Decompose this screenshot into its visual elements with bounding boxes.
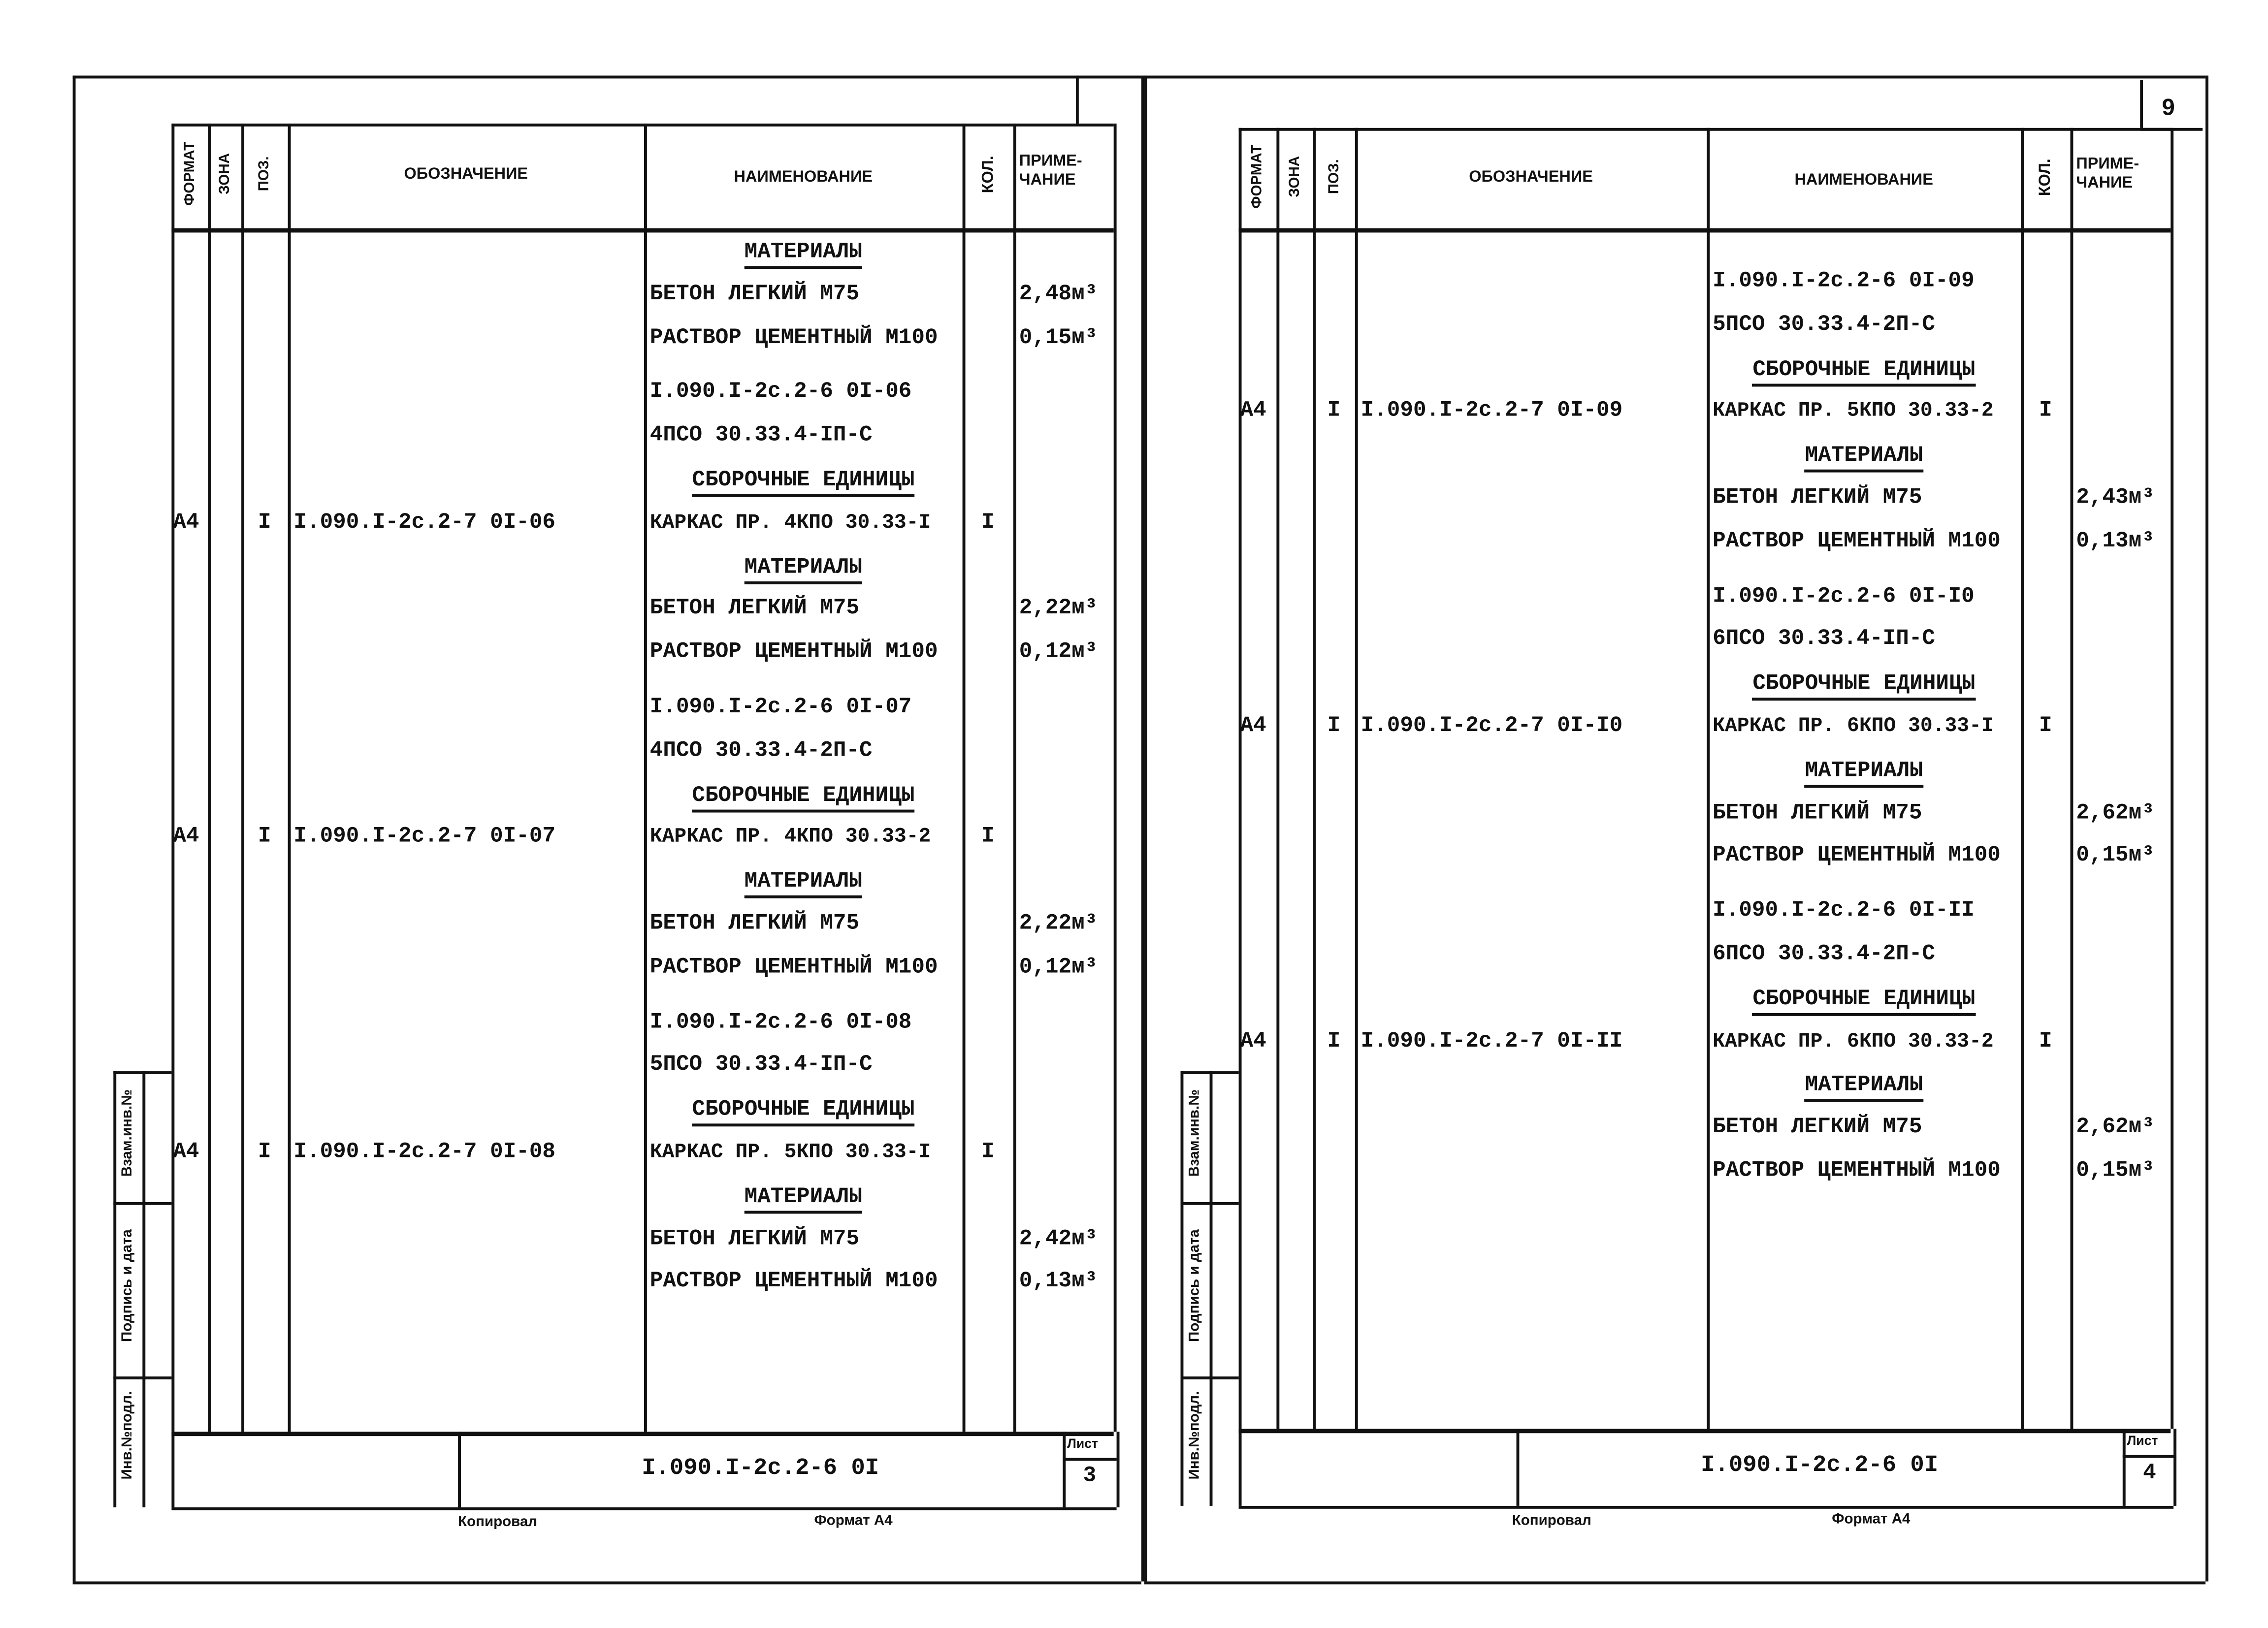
section-heading-row [644,553,963,579]
rule-line [1239,228,2171,233]
rule-line [1076,76,1079,124]
item-note: 2,43м³ [2076,485,2155,511]
item-name: I.090.I-2c.2-6 0I-09 [1713,269,1975,294]
item-name: РАСТВОР ЦЕМЕНТНЫЙ М100 [1713,843,2001,868]
rule-line [2171,128,2173,1429]
item-format: А4 [173,825,199,850]
item-position: I [258,825,271,850]
rule-line [171,228,1113,233]
item-name: I.090.I-2c.2-6 0I-08 [649,1009,912,1035]
header-designation: ОБОЗНАЧЕНИЕ [1469,168,1593,186]
header-format: ФОРМАТ [182,141,198,206]
header-pos: ПОЗ. [257,156,273,192]
item-note: 2,42м³ [1019,1226,1098,1251]
item-note: 2,22м³ [1019,596,1098,621]
section-heading-row [1707,1072,2021,1098]
item-format: А4 [1240,399,1266,424]
item-designation: I.090.I-2c.2-7 0I-II [1361,1028,1623,1053]
copied-label: Копировал [458,1514,538,1531]
item-format: А4 [173,1139,199,1165]
stamp-replace-inv: Взам.инв.№ [1187,1089,1203,1177]
section-heading: СБОРОЧНЫЕ ЕДИНИЦЫ [692,468,914,497]
section-heading: МАТЕРИАЛЫ [745,1184,862,1213]
rule-line [1239,128,1242,1429]
rule-line [1313,128,1316,1429]
rule-line [1239,128,2171,131]
rule-line [73,76,76,1582]
item-name: БЕТОН ЛЕГКИЙ М75 [649,1226,860,1251]
item-name: КАРКАС ПР. 5КПО 30.33-I [649,1141,931,1165]
rule-line [1239,1429,1242,1505]
item-designation: I.090.I-2c.2-7 0I-06 [293,510,555,535]
item-quantity: I [981,1139,995,1165]
section-heading: МАТЕРИАЛЫ [1805,759,1923,788]
rule-line [171,1507,1116,1510]
section-heading-row [1707,985,2021,1011]
sheet-number: 3 [1083,1464,1097,1489]
rule-line [1210,1071,1213,1506]
section-heading-row [644,781,963,807]
rule-line [2123,1455,2176,1458]
format-label: Формат А4 [1832,1511,1911,1528]
item-name: 5ПСО 30.33.4-IП-С [649,1053,873,1078]
rule-line [113,1071,116,1507]
item-note: 0,12м³ [1019,955,1098,980]
item-format: А4 [1240,713,1266,738]
item-position: I [258,1139,271,1165]
item-quantity: I [2039,399,2052,424]
rule-line [1239,1506,2174,1509]
section-heading: СБОРОЧНЫЕ ЕДИНИЦЫ [1752,987,1975,1016]
section-heading: МАТЕРИАЛЫ [745,555,862,584]
rule-line [963,124,966,1432]
item-designation: I.090.I-2c.2-7 0I-08 [293,1139,555,1165]
item-name: РАСТВОР ЦЕМЕНТНЫЙ М100 [649,639,938,665]
item-note: 0,15м³ [1019,325,1098,350]
header-zone: ЗОНА [1287,155,1303,197]
album-page-number: 9 [2162,96,2175,121]
rule-line [73,76,1141,79]
item-note: 0,12м³ [1019,639,1098,665]
item-designation: I.090.I-2c.2-7 0I-07 [293,825,555,850]
item-name: I.090.I-2c.2-6 0I-07 [649,695,912,720]
item-quantity: I [981,825,995,850]
section-heading: СБОРОЧНЫЕ ЕДИНИЦЫ [692,783,914,812]
item-name: 4ПСО 30.33.4-IП-С [649,423,873,448]
header-zone: ЗОНА [216,153,233,194]
section-heading-row [644,238,963,264]
section-heading-row [1707,442,2021,468]
item-note: 0,13м³ [1019,1269,1098,1294]
rule-line [142,1071,145,1507]
item-name: РАСТВОР ЦЕМЕНТНЫЙ М100 [649,325,938,350]
rule-line [644,124,647,1432]
document-code: I.090.I-2c.2-6 0I [1701,1452,1939,1478]
rule-line [1144,1581,2205,1584]
rule-line [2071,128,2074,1429]
rule-line [288,124,291,1432]
section-heading: СБОРОЧНЫЕ ЕДИНИЦЫ [692,1098,914,1127]
item-format: А4 [173,510,199,535]
item-position: I [258,510,271,535]
header-name: НАИМЕНОВАНИЕ [734,168,873,186]
item-format: А4 [1240,1028,1266,1053]
sheet-label: Лист [2127,1433,2158,1448]
item-designation: I.090.I-2c.2-7 0I-09 [1361,399,1623,424]
rule-line [1355,128,1358,1429]
item-name: БЕТОН ЛЕГКИЙ М75 [1713,800,1922,825]
header-qty: КОЛ. [2037,158,2055,195]
document-code: I.090.I-2c.2-6 0I [642,1455,879,1481]
item-note: 2,22м³ [1019,911,1098,936]
section-heading-row [1707,757,2021,783]
section-heading-row [1707,670,2021,697]
header-qty: КОЛ. [979,156,997,193]
rule-line [171,124,1113,127]
rule-line [1144,76,2205,79]
rule-line [1181,1071,1184,1506]
section-heading-row [644,467,963,493]
item-name: КАРКАС ПР. 4КПО 30.33-2 [649,826,931,850]
section-heading: МАТЕРИАЛЫ [745,240,862,269]
header-pos: ПОЗ. [1326,158,1342,193]
rule-line [241,124,244,1432]
sheet-label: Лист [1067,1436,1098,1451]
item-name: КАРКАС ПР. 6КПО 30.33-I [1713,715,1994,738]
rule-line [1114,124,1117,1432]
item-name: БЕТОН ЛЕГКИЙ М75 [649,911,860,936]
item-name: БЕТОН ЛЕГКИЙ М75 [1713,1115,1922,1140]
stamp-inv-orig: Инв.№подл. [120,1391,136,1480]
item-name: РАСТВОР ЦЕМЕНТНЫЙ М100 [649,1269,938,1294]
rule-line [171,1432,174,1507]
item-position: I [1327,1028,1341,1053]
stamp-sign-date: Подпись и дата [120,1229,136,1342]
rule-line [1013,124,1016,1432]
rule-line [2140,80,2143,128]
rule-line [1144,76,1147,1582]
item-designation: I.090.I-2c.2-7 0I-I0 [1361,713,1623,738]
item-quantity: I [2039,713,2052,738]
item-note: 2,48м³ [1019,282,1098,307]
header-name: НАИМЕНОВАНИЕ [1794,170,1933,189]
rule-line [2205,76,2208,1582]
rule-line [1117,1432,1120,1507]
copied-label: Копировал [1512,1513,1591,1530]
item-name: 6ПСО 30.33.4-IП-С [1713,627,1936,652]
stamp-replace-inv: Взам.инв.№ [120,1089,136,1177]
item-note: 0,15м³ [2076,843,2155,868]
item-name: I.090.I-2c.2-6 0I-06 [649,380,912,405]
rule-line [1239,1429,2171,1433]
header-designation: ОБОЗНАЧЕНИЕ [404,165,528,184]
item-name: I.090.I-2c.2-6 0I-I0 [1713,583,1975,608]
header-format: ФОРМАТ [1249,144,1266,208]
item-note: 0,15м³ [2076,1158,2155,1183]
item-position: I [1327,399,1341,424]
rule-line [2021,128,2024,1429]
item-name: 5ПСО 30.33.4-2П-С [1713,312,1936,337]
rule-line [1276,128,1279,1429]
format-label: Формат А4 [814,1513,893,1530]
item-note: 0,13м³ [2076,529,2155,554]
stamp-inv-orig: Инв.№подл. [1187,1391,1203,1480]
item-name: РАСТВОР ЦЕМЕНТНЫЙ М100 [1713,1158,2001,1183]
item-name: БЕТОН ЛЕГКИЙ М75 [649,596,860,621]
item-name: 4ПСО 30.33.4-2П-С [649,738,873,763]
section-heading-row [644,1096,963,1122]
item-note: 2,62м³ [2076,1115,2155,1140]
item-name: 6ПСО 30.33.4-2П-С [1713,942,1936,967]
item-note: 2,62м³ [2076,800,2155,825]
item-name: КАРКАС ПР. 6КПО 30.33-2 [1713,1030,1994,1053]
section-heading: СБОРОЧНЫЕ ЕДИНИЦЫ [1752,357,1975,386]
item-name: РАСТВОР ЦЕМЕНТНЫЙ М100 [1713,529,2001,554]
item-name: РАСТВОР ЦЕМЕНТНЫЙ М100 [649,955,938,980]
rule-line [171,1432,1113,1436]
section-heading-row [644,868,963,894]
rule-line [1063,1458,1116,1461]
header-note: ПРИМЕ- ЧАНИЕ [1019,153,1082,189]
section-heading-row [644,1183,963,1209]
item-name: БЕТОН ЛЕГКИЙ М75 [1713,485,1922,511]
item-name: БЕТОН ЛЕГКИЙ М75 [649,282,860,307]
item-name: КАРКАС ПР. 4КПО 30.33-I [649,511,931,535]
section-heading: МАТЕРИАЛЫ [1805,444,1923,473]
section-heading: МАТЕРИАЛЫ [745,869,862,898]
sheet-number: 4 [2143,1461,2156,1486]
header-note: ПРИМЕ- ЧАНИЕ [2076,155,2139,192]
item-position: I [1327,713,1341,738]
item-name: КАРКАС ПР. 5КПО 30.33-2 [1713,400,1994,424]
rule-line [73,1581,1141,1584]
section-heading: МАТЕРИАЛЫ [1805,1073,1923,1102]
item-name: I.090.I-2c.2-6 0I-II [1713,898,1975,924]
section-heading: СБОРОЧНЫЕ ЕДИНИЦЫ [1752,672,1975,701]
item-quantity: I [2039,1028,2052,1053]
rule-line [171,124,174,1432]
rule-line [208,124,211,1432]
item-quantity: I [981,510,995,535]
section-heading-row [1707,355,2021,382]
stamp-sign-date: Подпись и дата [1187,1229,1203,1342]
